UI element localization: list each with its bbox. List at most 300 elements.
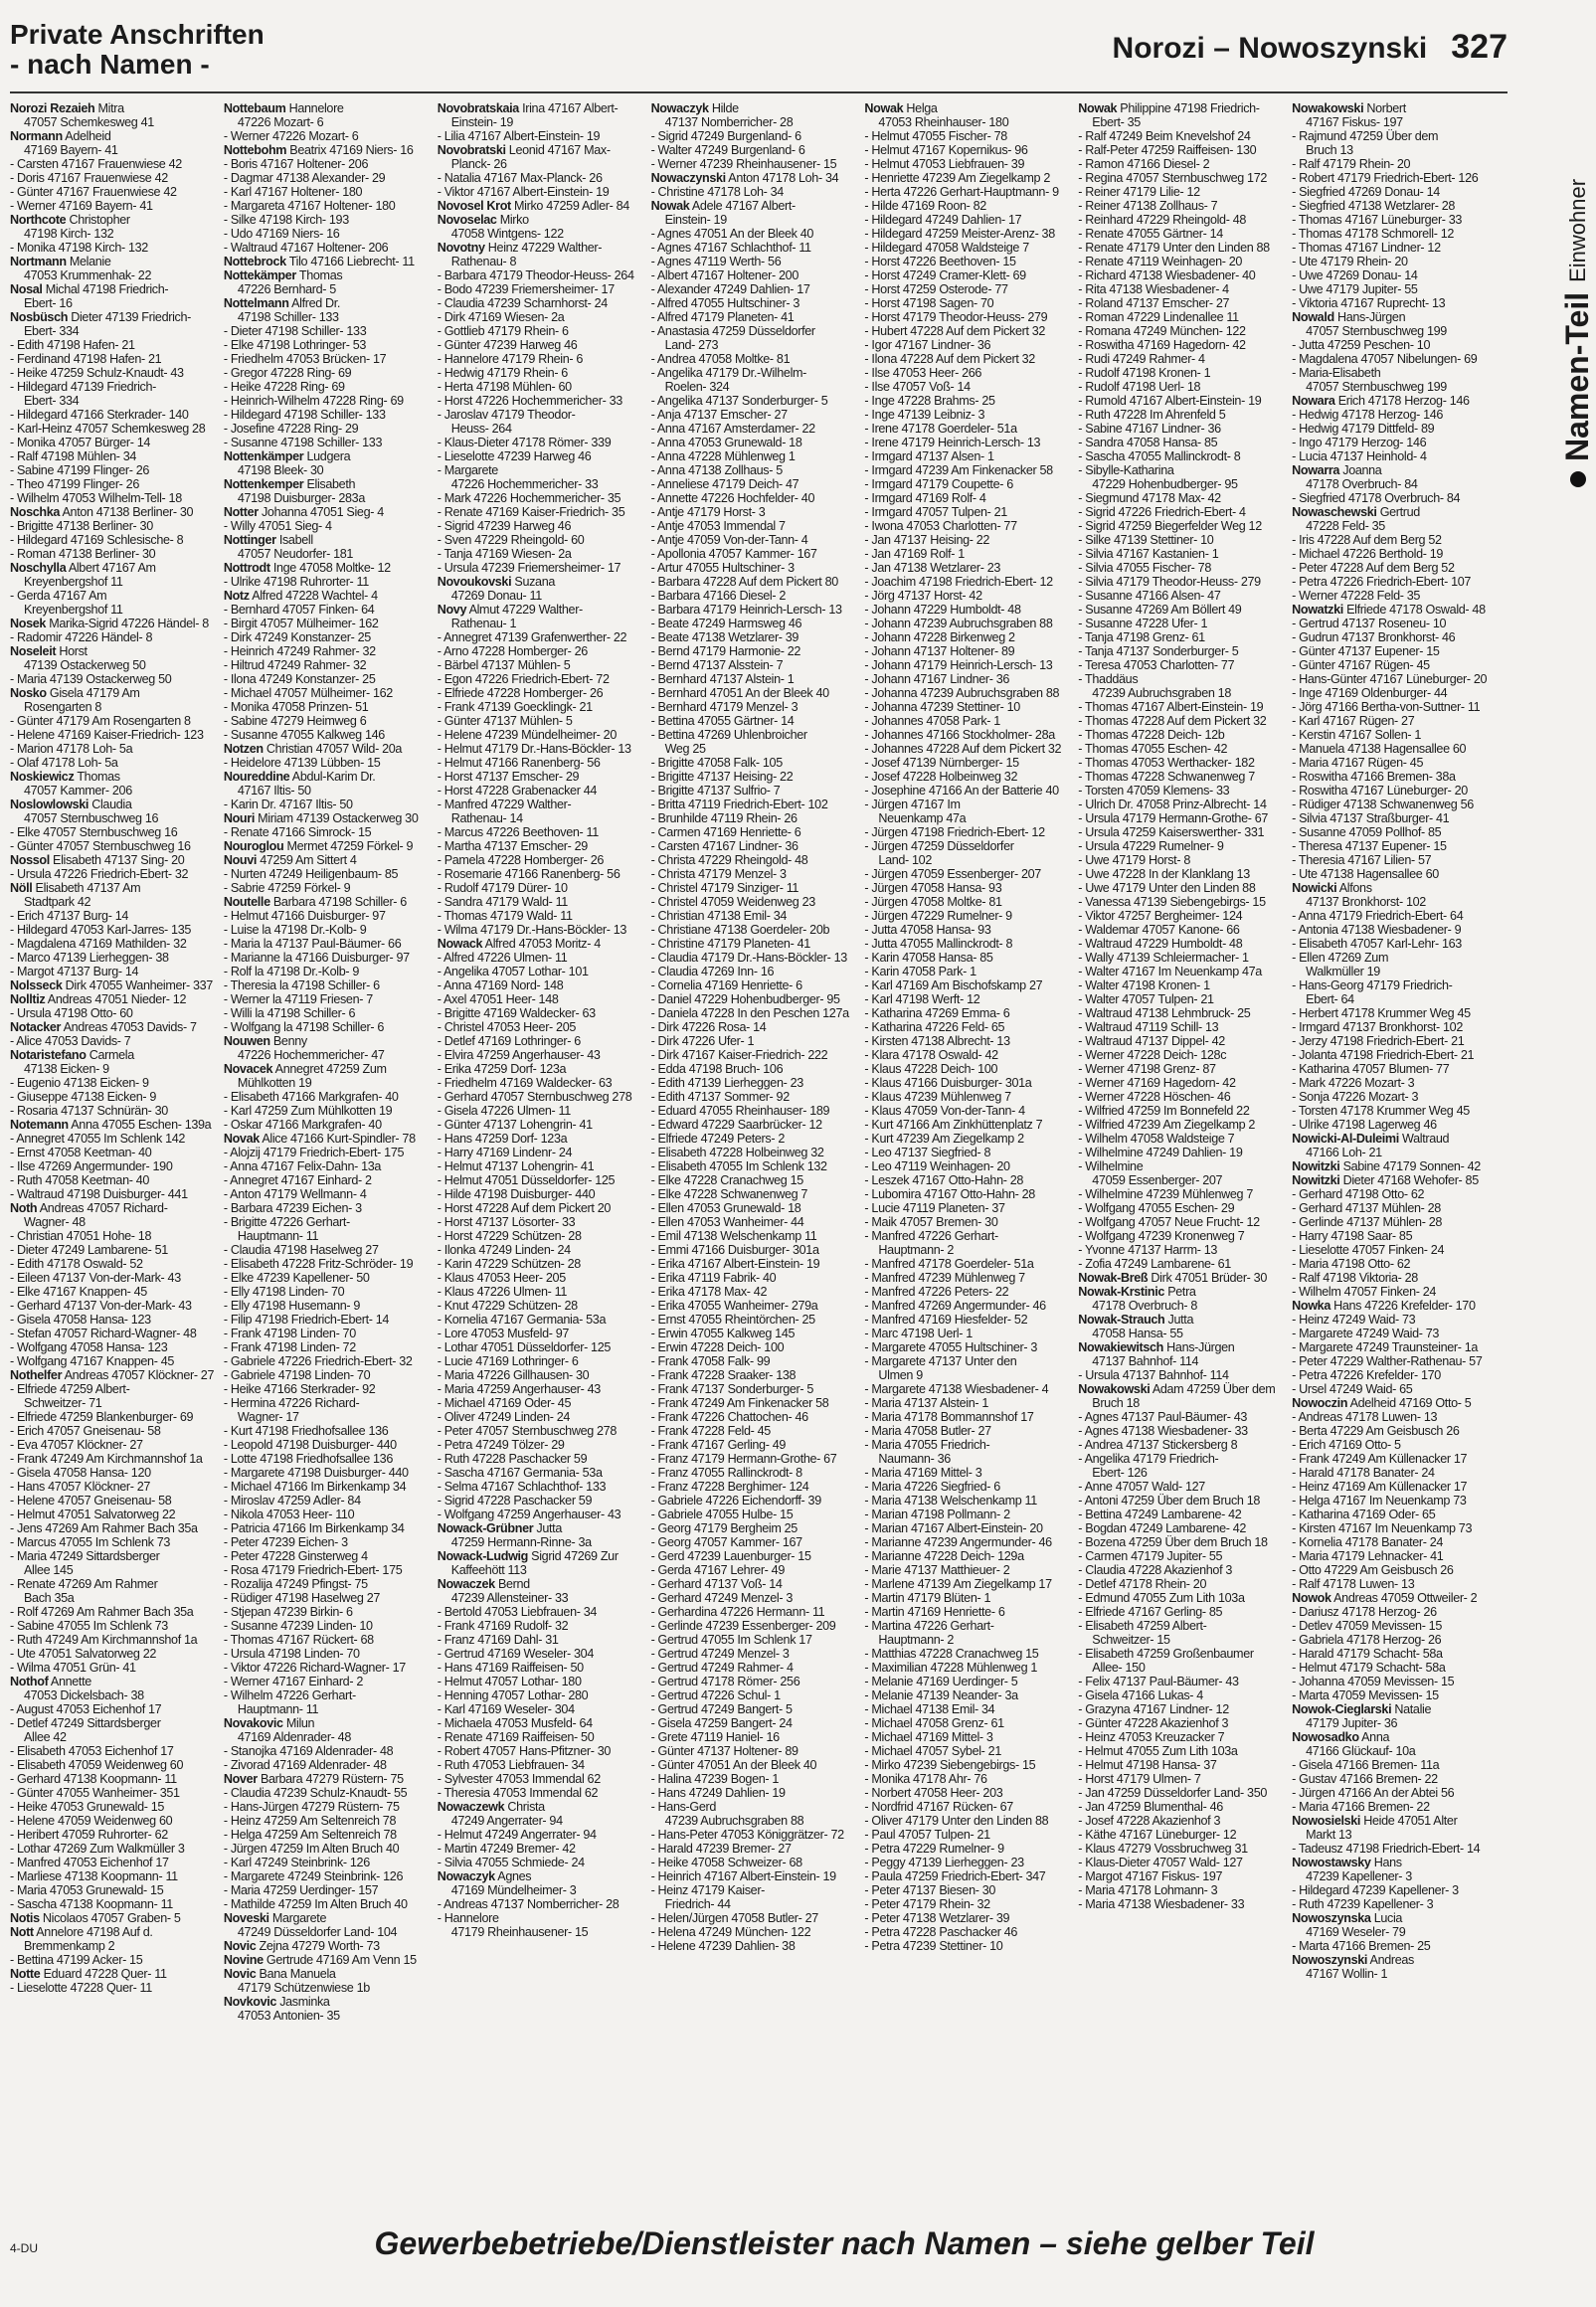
entry-text: - Peter 47057 Sternbuschweg 278	[437, 1424, 617, 1438]
entry-text: - Anna 47228 Mühlenweg 1	[650, 449, 796, 463]
listing-entry	[224, 1159, 432, 1173]
listing-entry	[10, 603, 218, 617]
surname: Nowaczewk	[437, 1800, 505, 1814]
listing-entry	[224, 1772, 432, 1786]
listing-entry	[1292, 1146, 1500, 1159]
listing-entry	[1078, 1661, 1286, 1675]
entry-text: - Katharina 47169 Oder- 65	[1292, 1508, 1436, 1521]
listing-entry	[1292, 617, 1500, 630]
listing-entry	[10, 157, 218, 171]
entry-text: - Marlene 47139 Am Ziegelkamp 17	[864, 1577, 1052, 1591]
listing-entry	[10, 143, 218, 157]
entry-text: 47059 Essenberger- 207	[1092, 1173, 1223, 1187]
entry-text: - Margarete 47249 Waid- 73	[1292, 1327, 1440, 1340]
listing-entry	[1292, 714, 1500, 728]
listing-entry	[438, 1702, 645, 1716]
entry-text: Neuenkamp 47a	[878, 811, 967, 825]
entry-text: 47249 Düsseldorfer Land- 104	[237, 1925, 398, 1939]
entry-text: - Karin 47229 Schützen- 28	[437, 1257, 581, 1271]
listing-entry	[651, 1257, 859, 1271]
listing-entry	[1078, 1229, 1286, 1243]
listing-entry	[1292, 547, 1500, 561]
listing-entry	[224, 1368, 432, 1382]
listing-entry	[651, 923, 859, 937]
listing-entry	[1292, 1953, 1500, 1967]
entry-text: - Horst 47228 Grabenacker 44	[437, 784, 598, 798]
listing-entry	[438, 1340, 645, 1354]
entry-text: - Rudi 47249 Rahmer- 4	[1078, 352, 1205, 366]
entry-text: - Marian 47167 Albert-Einstein- 20	[864, 1521, 1043, 1535]
listing-entry	[651, 296, 859, 310]
entry-text: - Michael 47057 Sybel- 21	[864, 1744, 1001, 1758]
listing-entry	[224, 185, 432, 199]
entry-text: - Otto 47229 Am Geisbusch 26	[1292, 1563, 1454, 1577]
entry-text: - Barbara 47228 Auf dem Pickert 80	[650, 575, 838, 589]
entry-text: - Giuseppe 47138 Eicken- 9	[10, 1090, 157, 1104]
listing-entry	[1292, 1647, 1500, 1661]
entry-text: - Günter 47055 Wanheimer- 351	[10, 1786, 180, 1800]
entry-text: - Maria 47167 Rügen- 45	[1292, 756, 1424, 770]
entry-text: 47167 Iltis- 50	[237, 784, 311, 798]
entry-text: - Anna 47138 Zollhaus- 5	[650, 463, 783, 477]
surname: Nowak-Breß	[1078, 1271, 1149, 1285]
entry-text: - Wilfried 47239 Am Ziegelkamp 2	[1078, 1118, 1256, 1132]
entry-text: - Hildegard 47053 Karl-Jarres- 135	[10, 923, 191, 937]
entry-text: - Angelika 47179 Friedrich-	[1078, 1452, 1219, 1466]
entry-text: - Zofia 47249 Lambarene- 61	[1078, 1257, 1231, 1271]
entry-text: - Sabrie 47259 Förkel- 9	[223, 881, 351, 895]
listing-entry	[438, 798, 645, 811]
entry-text: - Frank 47139 Goecklingk- 21	[437, 700, 593, 714]
entry-text: - Maria 47055 Friedrich-	[864, 1438, 990, 1452]
listing-entry	[1078, 1591, 1286, 1605]
entry-text: - Oskar 47166 Markgrafen- 40	[223, 1118, 382, 1132]
entry-text: - Wolfgang 47239 Kronenweg 7	[1078, 1229, 1245, 1243]
entry-text: - Claudia 47179 Dr.-Hans-Böckler- 13	[650, 951, 847, 965]
listing-entry	[864, 352, 1072, 366]
listing-entry	[224, 853, 432, 867]
listing-entry	[224, 547, 432, 561]
entry-text: Andreas	[1367, 1953, 1414, 1967]
listing-entry	[1292, 895, 1500, 909]
surname: Nottebrock	[223, 255, 286, 268]
listing-entry	[1292, 909, 1500, 923]
listing-entry	[864, 1424, 1072, 1438]
entry-text: - Pamela 47228 Homberger- 26	[437, 853, 605, 867]
entry-text: - Heike 47259 Schulz-Knaudt- 43	[10, 366, 184, 380]
entry-text: - Heinz 47053 Kreuzacker 7	[1078, 1730, 1225, 1744]
surname: Noutelle	[223, 895, 270, 909]
listing-entry	[224, 394, 432, 408]
entry-text: - Theresa 47137 Eupener- 15	[1292, 839, 1447, 853]
surname: Nowicki	[1292, 881, 1337, 895]
listing-entry	[438, 603, 645, 617]
listing-entry	[1078, 1549, 1286, 1563]
listing-entry	[864, 1327, 1072, 1340]
listing-entry	[651, 1605, 859, 1619]
entry-text: - Leszek 47167 Otto-Hahn- 28	[864, 1173, 1024, 1187]
listing-entry	[10, 617, 218, 630]
entry-text: Hannelore	[285, 101, 344, 115]
listing-entry	[10, 1146, 218, 1159]
listing-entry	[864, 1146, 1072, 1159]
entry-text: - Wolfgang 47057 Neue Frucht- 12	[1078, 1215, 1260, 1229]
entry-text: - Detlef 47178 Rhein- 20	[1078, 1577, 1207, 1591]
entry-text: - Barbara 47179 Theodor-Heuss- 264	[437, 268, 634, 282]
listing-entry	[864, 1062, 1072, 1076]
entry-text: 47057 Sternbuschweg 16	[24, 811, 159, 825]
entry-text: - Wilhelmine 47239 Mühlenweg 7	[1078, 1187, 1253, 1201]
entry-text: 47169 Aldenrader- 48	[237, 1730, 351, 1744]
entry-text: Stadtpark 42	[24, 895, 91, 909]
entry-text: - Silvia 47055 Schmiede- 24	[437, 1856, 585, 1869]
entry-text: - Hans-Jürgen 47279 Rüstern- 75	[223, 1800, 400, 1814]
entry-text: - Peggy 47139 Lierheggen- 23	[864, 1856, 1024, 1869]
entry-text: Ebert- 334	[24, 394, 80, 408]
entry-text: - Peter 47239 Eichen- 3	[223, 1535, 348, 1549]
surname: Nouri	[223, 811, 255, 825]
entry-text: - Frank 47058 Falk- 99	[650, 1354, 771, 1368]
listing-entry	[438, 491, 645, 505]
surname: Notacker	[10, 1020, 62, 1034]
listing-entry	[10, 1187, 218, 1201]
surname: Nowka	[1292, 1299, 1330, 1313]
entry-text: - Elisabeth 47228 Holbeinweg 32	[650, 1146, 824, 1159]
entry-text: - Brigitte 47058 Falk- 105	[650, 756, 783, 770]
listing-entry	[651, 1869, 859, 1883]
entry-text: - Marion 47178 Loh- 5a	[10, 742, 133, 756]
listing-entry	[1292, 951, 1500, 965]
entry-text: 47226 Hochemmericher- 47	[237, 1048, 385, 1062]
listing-entry	[224, 1299, 432, 1313]
entry-text: - Edith 47137 Sommer- 92	[650, 1090, 790, 1104]
entry-text: Dirk 47051 Brüder- 30	[1148, 1271, 1267, 1285]
entry-text: - Rosaria 47137 Schnürän- 30	[10, 1104, 168, 1118]
entry-text: - Reinhard 47229 Rheingold- 48	[1078, 213, 1247, 227]
entry-text: - Johannes 47058 Park- 1	[864, 714, 1000, 728]
entry-text: - Ruth 47053 Liebfrauen- 34	[437, 1758, 585, 1772]
listing-entry	[651, 1508, 859, 1521]
entry-text: - Siegmund 47178 Max- 42	[1078, 491, 1221, 505]
listing-entry	[864, 756, 1072, 770]
listing-entry	[651, 1452, 859, 1466]
listing-entry	[224, 255, 432, 268]
surname: Nowack-Ludwig	[437, 1549, 529, 1563]
entry-text: Sigrid 47269 Zur	[528, 1549, 619, 1563]
listing-entry	[864, 422, 1072, 436]
entry-text: - Sandra 47058 Hansa- 85	[1078, 436, 1218, 449]
listing-entry	[1292, 1104, 1500, 1118]
listing-entry	[224, 1521, 432, 1535]
listing-entry	[1292, 1215, 1500, 1229]
listing-entry	[438, 770, 645, 784]
entry-text: Isabell	[275, 533, 313, 547]
entry-text: - Wilma 47179 Dr.-Hans-Böckler- 13	[437, 923, 627, 937]
entry-text: Nicolaos 47057 Graben- 5	[39, 1911, 181, 1925]
listing-entry	[224, 533, 432, 547]
listing-entry	[224, 1577, 432, 1591]
listing-entry	[864, 575, 1072, 589]
surname: Nowoszynski	[1292, 1953, 1368, 1967]
entry-text: - Carmen 47169 Henriette- 6	[650, 825, 801, 839]
listing-entry	[864, 129, 1072, 143]
entry-text: - Ellen 47053 Grunewald- 18	[650, 1201, 801, 1215]
listing-entry	[864, 338, 1072, 352]
entry-text: Hauptmann- 11	[237, 1229, 319, 1243]
listing-entry	[224, 241, 432, 255]
listing-entry	[651, 1006, 859, 1020]
entry-text: - Günter 47239 Harweg 46	[437, 338, 578, 352]
entry-text: - Elke 47057 Sternbuschweg 16	[10, 825, 178, 839]
entry-text: - Magdalena 47057 Nibelungen- 69	[1292, 352, 1478, 366]
listing-entry	[864, 1438, 1072, 1452]
entry-text: - Gerhard 47057 Sternbuschweg 278	[437, 1090, 632, 1104]
surname: Nowicki-Al-Duleimi	[1292, 1132, 1399, 1146]
listing-entry	[224, 1591, 432, 1605]
entry-text: - Marie 47137 Matthieuer- 2	[864, 1563, 1010, 1577]
listing-entry	[438, 728, 645, 742]
listing-entry	[10, 477, 218, 491]
entry-text: - Walter 47198 Kronen- 1	[1078, 978, 1210, 992]
listing-entry	[651, 422, 859, 436]
surname: Novkovic	[223, 1995, 277, 2009]
listing-entry	[864, 463, 1072, 477]
listing-entry	[864, 1354, 1072, 1368]
entry-text: - Helmut 47053 Liebfrauen- 39	[864, 157, 1025, 171]
entry-text: Andreas 47057 Richard-	[37, 1201, 168, 1215]
listing-entry	[224, 310, 432, 324]
entry-text: - Ralf 47198 Viktoria- 28	[1292, 1271, 1418, 1285]
entry-text: - Monika 47178 Ahr- 76	[864, 1772, 987, 1786]
entry-text: - Günter 47167 Frauenwiese 42	[10, 185, 177, 199]
entry-text: Mermet 47259 Förkel- 9	[283, 839, 414, 853]
entry-text: - Agnes 47051 An der Bleek 40	[650, 227, 814, 241]
entry-text: Allee 42	[24, 1730, 67, 1744]
entry-text: - Bettina 47249 Lambarene- 42	[1078, 1508, 1242, 1521]
entry-text: Rathenau- 1	[450, 617, 517, 630]
entry-text: - Cornelia 47169 Henriette- 6	[650, 978, 802, 992]
entry-text: - Vanessa 47139 Siebengebirgs- 15	[1078, 895, 1266, 909]
listing-entry	[864, 1480, 1072, 1494]
entry-text: - Hans-Günter 47167 Lüneburger- 20	[1292, 672, 1488, 686]
listing-entry	[651, 1535, 859, 1549]
listing-entry	[224, 1633, 432, 1647]
entry-text: Alfred 47053 Moritz- 4	[482, 937, 601, 951]
entry-text: - Susanne 47239 Linden- 10	[223, 1619, 373, 1633]
listing-entry	[651, 811, 859, 825]
listing-entry	[864, 1368, 1072, 1382]
entry-text: - Angelika 47179 Dr.-Wilhelm-	[650, 366, 806, 380]
entry-text: - Eva 47057 Klöckner- 27	[10, 1438, 143, 1452]
listing-entry	[1292, 449, 1500, 463]
listing-columns	[10, 101, 1500, 2214]
entry-text: - Hedwig 47179 Dittfeld- 89	[1292, 422, 1435, 436]
listing-entry	[1292, 1911, 1500, 1925]
entry-text: - Manfred 47053 Eichenhof 17	[10, 1856, 169, 1869]
listing-entry	[1078, 742, 1286, 756]
surname: Northcote	[10, 213, 67, 227]
entry-text: - Stanojka 47169 Aldenrader- 48	[223, 1744, 394, 1758]
listing-entry	[651, 1661, 859, 1675]
listing-entry	[1292, 1466, 1500, 1480]
entry-text: - Tanja 47137 Sonderburger- 5	[1078, 644, 1239, 658]
entry-text: 47249 Angerrater- 94	[450, 1814, 563, 1828]
entry-text: - Heike 47228 Ring- 69	[223, 380, 345, 394]
listing-entry	[10, 951, 218, 965]
entry-text: 47057 Kammer- 206	[24, 784, 132, 798]
entry-text: Schweitzer- 15	[1092, 1633, 1170, 1647]
listing-entry	[651, 1020, 859, 1034]
entry-text: - Marianne 47228 Deich- 129a	[864, 1549, 1024, 1563]
entry-text: - Johanna 47239 Stettiner- 10	[864, 700, 1020, 714]
entry-text: - Wilma 47051 Grün- 41	[10, 1661, 136, 1675]
entry-text: Annegret 47259 Zum	[272, 1062, 387, 1076]
entry-text: - Werner 47228 Höschen- 46	[1078, 1090, 1231, 1104]
entry-text: - Antje 47053 Immendal 7	[650, 519, 786, 533]
side-tab	[1513, 0, 1595, 617]
entry-text: - Stefan 47057 Richard-Wagner- 48	[10, 1327, 197, 1340]
listing-entry	[224, 268, 432, 282]
entry-text: Dirk 47055 Wanheimer- 337	[62, 978, 213, 992]
listing-entry	[651, 770, 859, 784]
listing-entry	[1078, 1299, 1286, 1313]
entry-text: - Jan 47138 Wetzlarer- 23	[864, 561, 1001, 575]
listing-entry	[10, 1702, 218, 1716]
entry-text: - Hedwig 47178 Herzog- 146	[1292, 408, 1444, 422]
listing-entry	[864, 686, 1072, 700]
listing-entry	[1292, 937, 1500, 951]
entry-text: - Karin 47058 Hansa- 85	[864, 951, 993, 965]
entry-text: - Sigrid 47259 Biegerfelder Weg 12	[1078, 519, 1262, 533]
entry-text: - Thomas 47053 Werthacker- 182	[1078, 756, 1255, 770]
listing-entry	[864, 1786, 1072, 1800]
listing-entry	[864, 714, 1072, 728]
entry-text: - Gertrud 47055 Im Schlenk 17	[650, 1633, 812, 1647]
entry-text: - Ralf 47179 Rhein- 20	[1292, 157, 1411, 171]
listing-entry	[651, 1438, 859, 1452]
entry-text: - Margot 47167 Fiskus- 197	[1078, 1869, 1223, 1883]
entry-text: - Manfred 47226 Peters- 22	[864, 1285, 1009, 1299]
entry-text: - Peter 47228 Ginsterweg 4	[223, 1549, 368, 1563]
listing-entry	[10, 658, 218, 672]
listing-entry	[438, 1006, 645, 1020]
listing-entry	[1292, 742, 1500, 756]
entry-text: - Bernd 47137 Alsstein- 7	[650, 658, 784, 672]
listing-entry	[864, 1410, 1072, 1424]
listing-entry	[10, 1911, 218, 1925]
listing-entry	[10, 1828, 218, 1842]
listing-entry	[224, 324, 432, 338]
listing-entry	[224, 978, 432, 992]
listing-entry	[224, 1800, 432, 1814]
surname: Novine	[223, 1953, 264, 1967]
listing-entry	[864, 1173, 1072, 1187]
surname: Nowaczyk	[437, 1869, 495, 1883]
entry-text: - Helene 47169 Kaiser-Friedrich- 123	[10, 728, 204, 742]
entry-text: - Britta 47119 Friedrich-Ebert- 102	[650, 798, 828, 811]
listing-entry	[1078, 881, 1286, 895]
entry-text: - Marcus 47226 Beethoven- 11	[437, 825, 599, 839]
listing-entry	[10, 324, 218, 338]
entry-text: - Waltraud 47119 Schill- 13	[1078, 1020, 1219, 1034]
entry-text: Philippine 47198 Friedrich-	[1117, 101, 1260, 115]
entry-text: - Maria 47178 Bommannshof 17	[864, 1410, 1034, 1424]
listing-entry	[224, 1424, 432, 1438]
entry-text: - Heike 47058 Schweizer- 68	[650, 1856, 802, 1869]
entry-text: - Thomas 47167 Albert-Einstein- 19	[1078, 700, 1264, 714]
surname: Nowald	[1292, 310, 1334, 324]
entry-text: - Jürgen 47259 Düsseldorfer	[864, 839, 1014, 853]
entry-text: - Erika 47167 Albert-Einstein- 19	[650, 1257, 820, 1271]
entry-text: - Wilhelm 47057 Finken- 24	[1292, 1285, 1437, 1299]
listing-entry	[864, 1814, 1072, 1828]
listing-entry	[10, 1549, 218, 1563]
listing-entry	[1292, 171, 1500, 185]
entry-text: - Hubert 47228 Auf dem Pickert 32	[864, 324, 1046, 338]
entry-text: - Horst 47179 Theodor-Heuss- 279	[864, 310, 1048, 324]
entry-text: 47178 Overbruch- 8	[1092, 1299, 1197, 1313]
entry-text: 47166 Loh- 21	[1306, 1146, 1382, 1159]
entry-text: - Bettina 47269 Uhlenbroicher	[650, 728, 807, 742]
listing-entry	[224, 575, 432, 589]
listing-entry	[10, 255, 218, 268]
listing-entry	[864, 895, 1072, 909]
listing-entry	[10, 811, 218, 825]
listing-entry	[10, 1716, 218, 1730]
entry-text: - Lothar 47269 Zum Walkmüller 3	[10, 1842, 185, 1856]
listing-entry	[10, 1438, 218, 1452]
entry-text: - Yvonne 47137 Harrm- 13	[1078, 1243, 1218, 1257]
listing-entry	[864, 1772, 1072, 1786]
listing-entry	[1292, 784, 1500, 798]
listing-entry	[651, 1243, 859, 1257]
listing-entry	[864, 1452, 1072, 1466]
entry-text: - Roland 47137 Emscher- 27	[1078, 296, 1230, 310]
listing-entry	[1292, 1090, 1500, 1104]
entry-text: - Waltraud 47137 Dippel- 42	[1078, 1034, 1225, 1048]
entry-text: 47167 Fiskus- 197	[1306, 115, 1403, 129]
listing-entry	[1292, 1842, 1500, 1856]
listing-entry	[224, 617, 432, 630]
entry-text: - Franz 47169 Dahl- 31	[437, 1633, 559, 1647]
listing-entry	[224, 1382, 432, 1396]
listing-entry	[864, 157, 1072, 171]
listing-entry	[224, 811, 432, 825]
listing-entry	[438, 714, 645, 728]
listing-entry	[224, 1842, 432, 1856]
entry-text: - Hans-Gerd	[650, 1800, 716, 1814]
entry-text: - Manfred 47169 Hiesfelder- 52	[864, 1313, 1028, 1327]
entry-text: - Ilse 47269 Angermunder- 190	[10, 1159, 173, 1173]
listing-entry	[224, 1605, 432, 1619]
entry-text: - Erwin 47055 Kalkweg 145	[650, 1327, 796, 1340]
entry-text: - Thomas 47167 Lüneburger- 33	[1292, 213, 1463, 227]
surname: Nowoszynska	[1292, 1911, 1371, 1925]
entry-text: - Gisela 47058 Hansa- 123	[10, 1313, 151, 1327]
listing-entry	[1078, 1368, 1286, 1382]
entry-text: - Henning 47057 Lothar- 280	[437, 1688, 589, 1702]
listing-entry	[10, 923, 218, 937]
entry-text: - Karl 47169 Weseler- 304	[437, 1702, 575, 1716]
listing-entry	[1078, 1438, 1286, 1452]
surname: Novoselac	[437, 213, 497, 227]
surname: Notz	[223, 589, 250, 603]
listing-entry	[10, 1354, 218, 1368]
entry-text: - Sigrid 47226 Friedrich-Ebert- 4	[1078, 505, 1246, 519]
entry-text: - Horst 47229 Schützen- 28	[437, 1229, 582, 1243]
listing-entry	[864, 296, 1072, 310]
entry-text: - Horst 47137 Emscher- 29	[437, 770, 580, 784]
